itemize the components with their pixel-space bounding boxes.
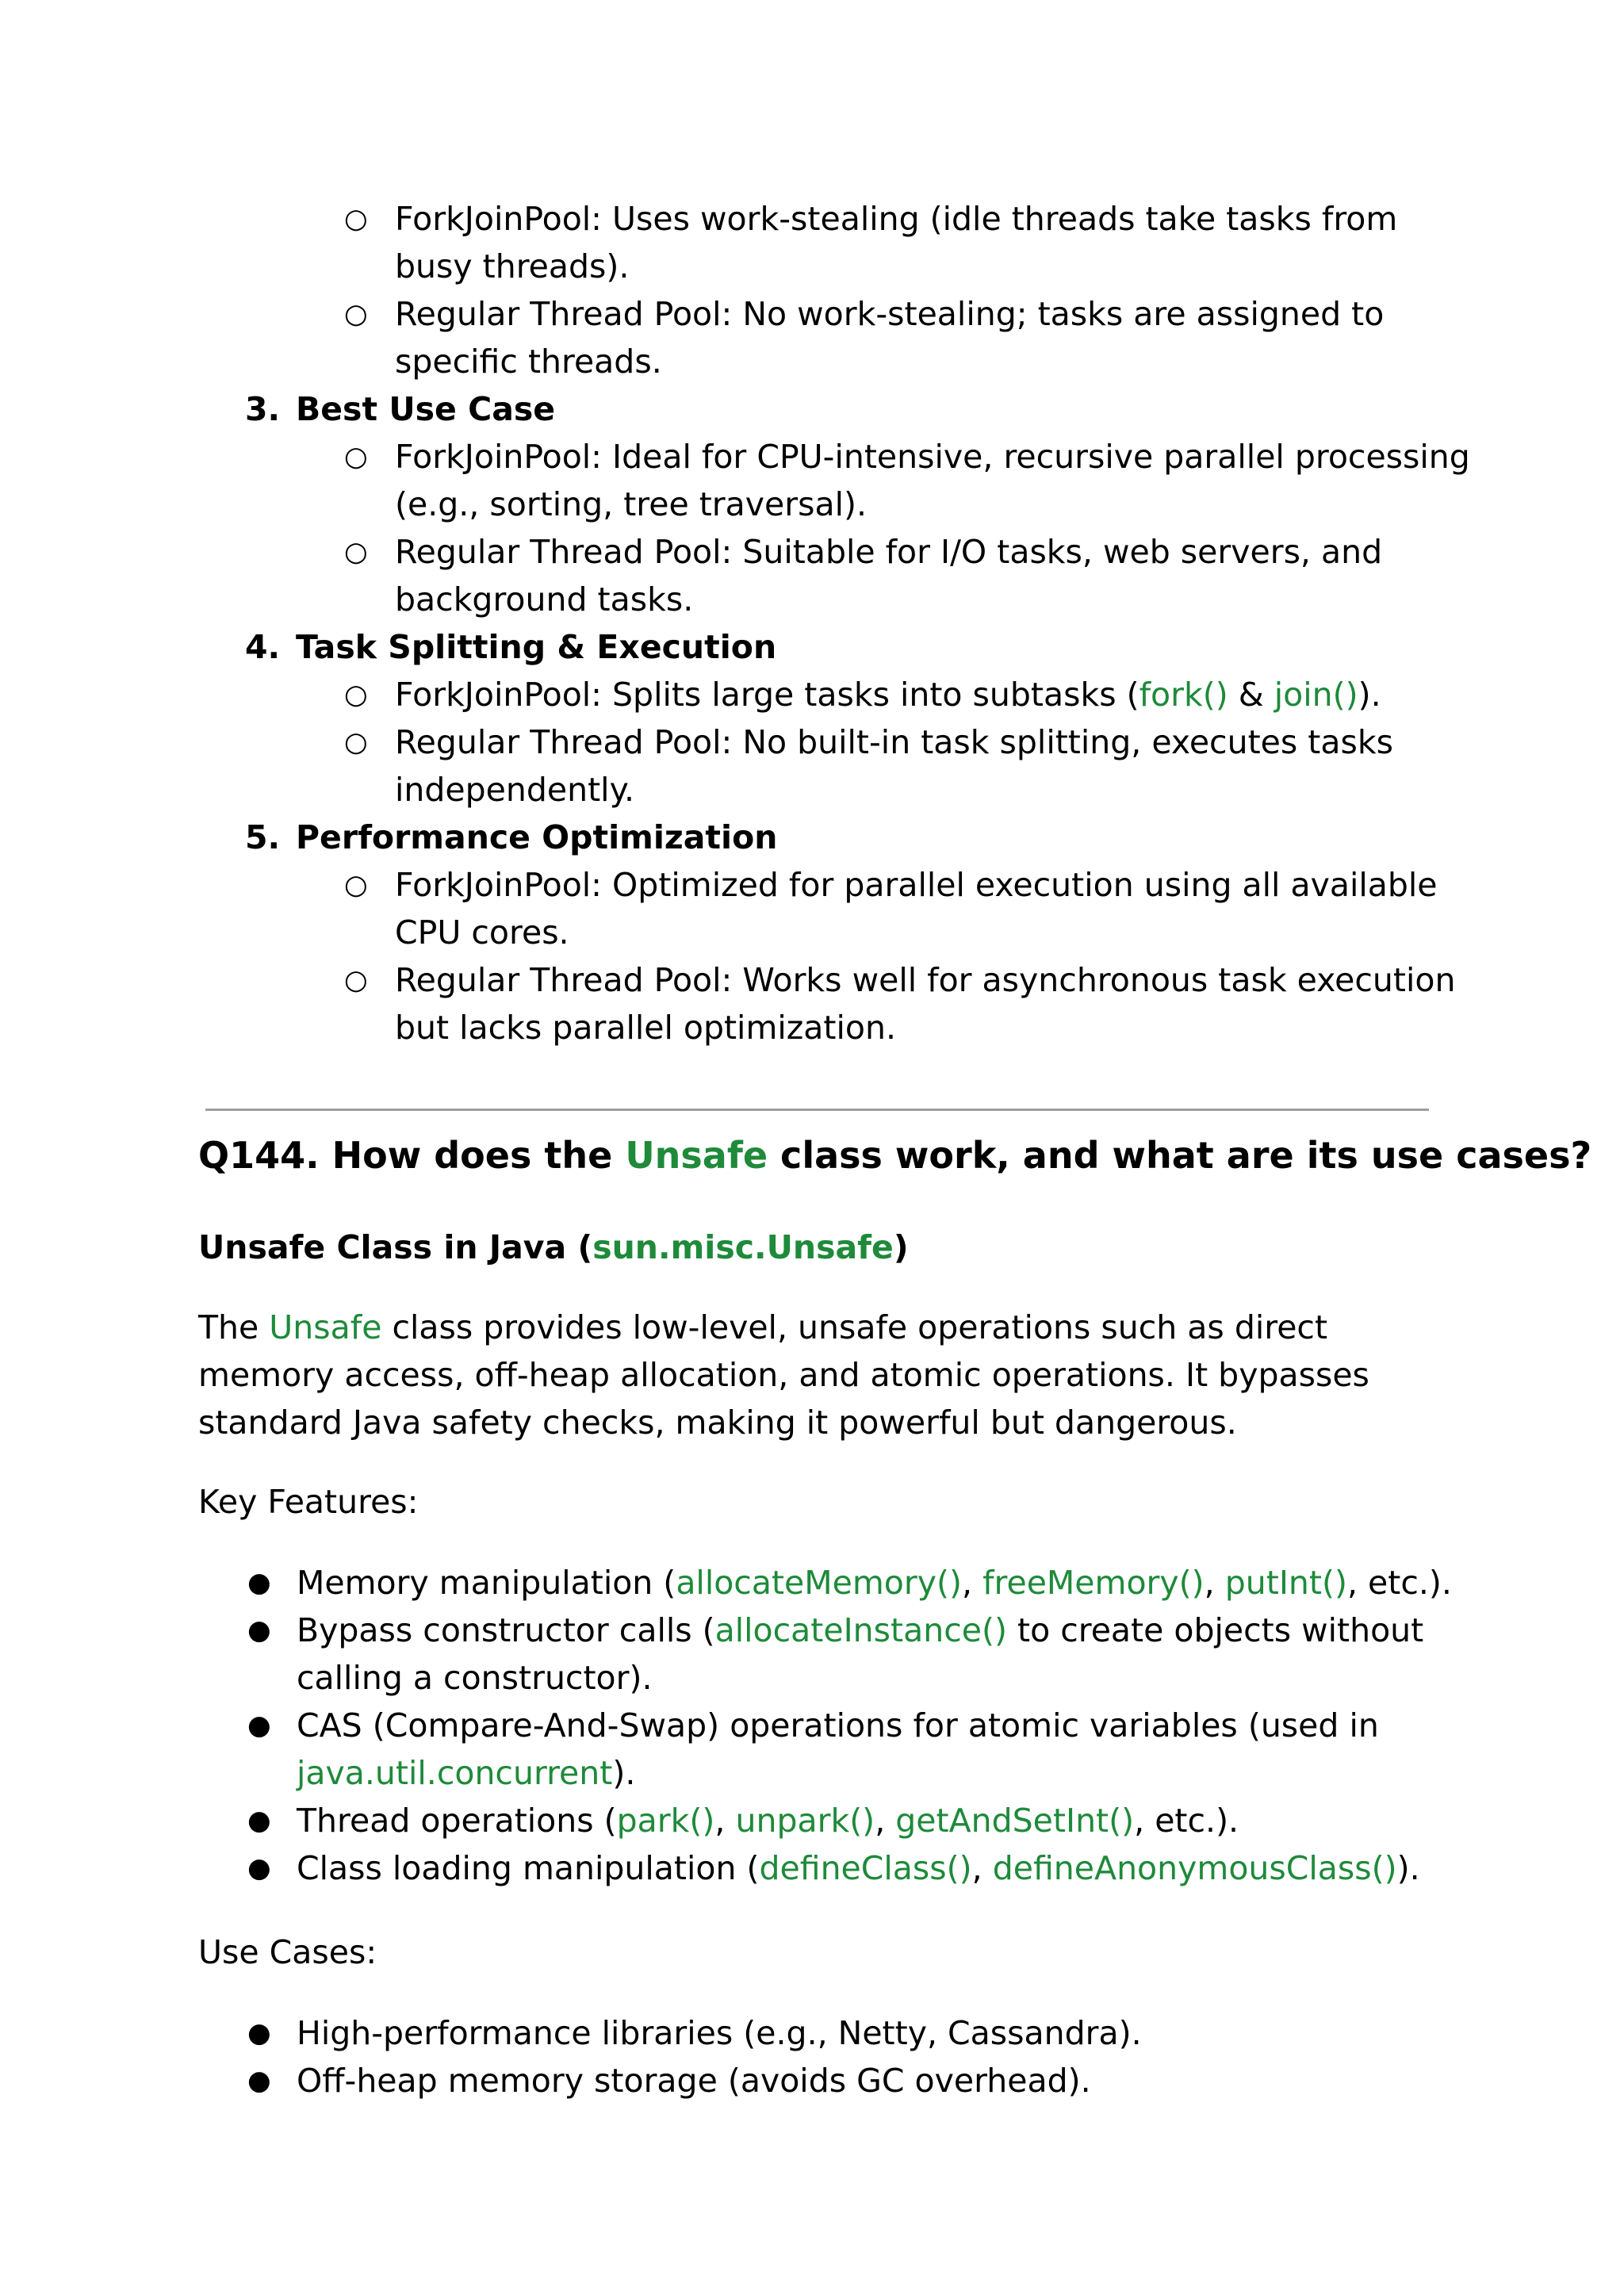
text-run: ). (1396, 1849, 1420, 1887)
feature-text (297, 1607, 1454, 1702)
text-run: , (1204, 1564, 1225, 1602)
sub-bullet-text: Regular Thread Pool: No built-in task splitting, executes tasks independently. (395, 723, 1393, 809)
inline-code: Unsafe (625, 1134, 768, 1177)
sub-bullet-text: Regular Thread Pool: No work-stealing; tasks are assigned to specific threads. (395, 295, 1385, 381)
hollow-bullet-icon: ○ (344, 726, 368, 758)
use-cases-label: Use Cases: (198, 1933, 377, 1971)
text-run: ) (893, 1228, 909, 1266)
filled-bullet-icon: ● (247, 1567, 271, 1599)
filled-bullet-icon: ● (247, 1805, 271, 1836)
inline-code: allocateMemory() (676, 1564, 963, 1602)
text-run: , (962, 1564, 983, 1602)
feature-text (297, 1797, 1454, 1844)
text-run: class work, and what are its use cases? (768, 1134, 1592, 1177)
text-run: Unsafe Class in Java ( (198, 1228, 593, 1266)
inline-code: sun.misc.Unsafe (592, 1228, 894, 1266)
hollow-bullet-icon: ○ (344, 441, 368, 473)
intro-paragraph (198, 1304, 1435, 1446)
inline-code: park() (616, 1802, 715, 1840)
item-number: 3. (245, 390, 281, 428)
text-run: , (971, 1849, 993, 1887)
sub-bullet-text: ForkJoinPool: Optimized for parallel execution using all available CPU cores. (395, 866, 1438, 952)
item-title: Performance Optimization (296, 818, 778, 856)
text-run: & (1228, 676, 1274, 714)
use-case-text: High-performance libraries (e.g., Netty, Cassandra). (297, 2014, 1142, 2052)
text-run: , etc.). (1346, 1564, 1452, 1602)
sub-bullet-text: Regular Thread Pool: Works well for asynchronous task execution but lacks parallel optimization. (395, 961, 1456, 1047)
inline-code: join() (1274, 676, 1358, 714)
filled-bullet-icon: ● (247, 1852, 271, 1884)
section-divider (205, 1109, 1429, 1111)
text-run: Class loading manipulation ( (297, 1849, 760, 1887)
text-run: , etc.). (1134, 1802, 1239, 1840)
inline-code: allocateInstance() (714, 1611, 1007, 1649)
filled-bullet-icon: ● (247, 2065, 271, 2097)
filled-bullet-icon: ● (247, 2017, 271, 2049)
inline-code: unpark() (735, 1802, 875, 1840)
inline-code: fork() (1139, 676, 1228, 714)
text-run: Bypass constructor calls ( (297, 1611, 715, 1649)
sub-bullet-text: Regular Thread Pool: Suitable for I/O tasks, web servers, and background tasks. (395, 533, 1383, 618)
text-run: ForkJoinPool: Splits large tasks into subtasks ( (395, 676, 1139, 714)
inline-code: freeMemory() (982, 1564, 1205, 1602)
text-run: ). (1358, 676, 1381, 714)
filled-bullet-icon: ● (247, 1614, 271, 1646)
text-run: Q144. How does the (198, 1134, 626, 1177)
feature-text (297, 1844, 1454, 1892)
key-features-label: Key Features: (198, 1483, 419, 1521)
hollow-bullet-icon: ○ (344, 298, 368, 330)
inline-code: getAndSetInt() (895, 1802, 1135, 1840)
text-run: Memory manipulation ( (297, 1564, 676, 1602)
hollow-bullet-icon: ○ (344, 869, 368, 901)
text-run: Thread operations ( (297, 1802, 617, 1840)
filled-bullet-icon: ● (247, 1710, 271, 1741)
item-title: Best Use Case (296, 390, 556, 428)
item-title: Task Splitting & Execution (296, 628, 777, 666)
inline-code: Unsafe (269, 1308, 382, 1346)
item-number: 4. (245, 628, 281, 666)
text-run: class provides low-level, unsafe operations such as direct memory access, off-heap allocation, and atomic operations. It bypasses standard Java safety checks, making it powerful but dangerous. (198, 1308, 1369, 1442)
subheading (198, 1224, 909, 1271)
sub-bullet-text (395, 671, 1473, 718)
use-case-text: Off-heap memory storage (avoids GC overhead). (297, 2062, 1091, 2100)
question-heading (198, 1132, 1591, 1179)
sub-bullet-text: ForkJoinPool: Ideal for CPU-intensive, recursive parallel processing (e.g., sorting, tree traversal). (395, 438, 1470, 523)
inline-code: defineAnonymousClass() (992, 1849, 1397, 1887)
sub-bullet-text: ForkJoinPool: Uses work-stealing (idle threads take tasks from busy threads). (395, 200, 1398, 285)
text-run: ). (612, 1754, 636, 1792)
text-run: CAS (Compare-And-Swap) operations for atomic variables (used in (297, 1706, 1379, 1744)
numbered-item-heading (245, 385, 555, 433)
hollow-bullet-icon: ○ (344, 203, 368, 235)
inline-code: defineClass() (759, 1849, 972, 1887)
inline-code: putInt() (1224, 1564, 1347, 1602)
text-run: to create objects without calling a constructor). (297, 1611, 1424, 1697)
hollow-bullet-icon: ○ (344, 536, 368, 568)
hollow-bullet-icon: ○ (344, 964, 368, 996)
text-run: , (714, 1802, 736, 1840)
feature-text (297, 1559, 1454, 1607)
numbered-item-heading (245, 814, 777, 861)
hollow-bullet-icon: ○ (344, 679, 368, 710)
text-run: , (875, 1802, 896, 1840)
text-run: The (198, 1308, 270, 1346)
numbered-item-heading (245, 623, 776, 671)
feature-text (297, 1702, 1454, 1797)
item-number: 5. (245, 818, 281, 856)
inline-code: java.util.concurrent (297, 1754, 613, 1792)
